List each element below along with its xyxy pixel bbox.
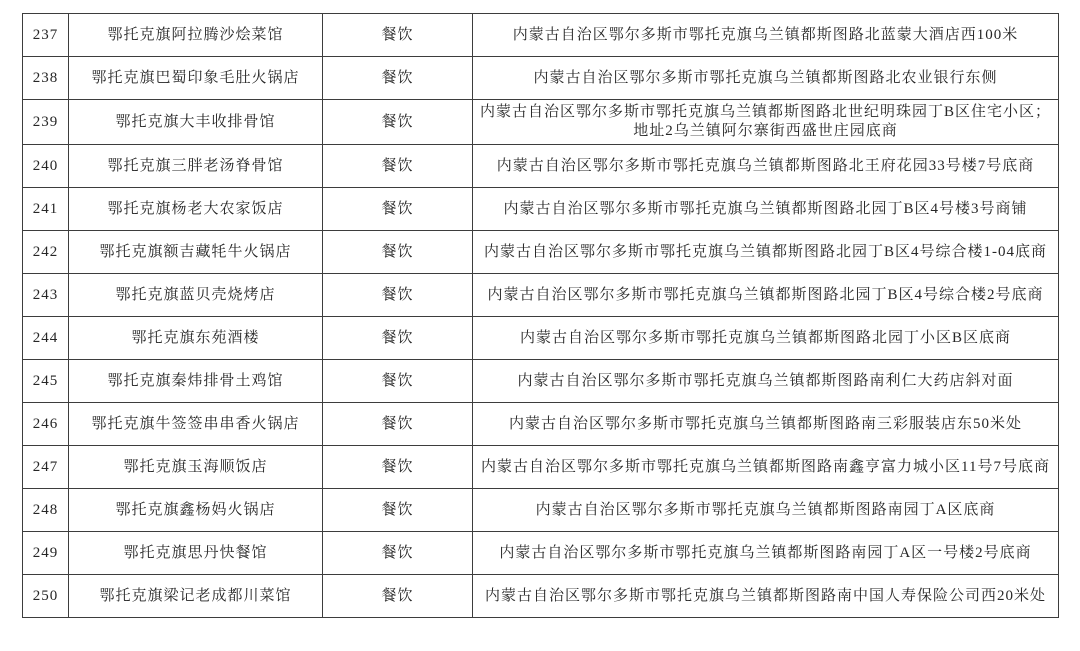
business-name-cell: 鄂托克旗梁记老成都川菜馆 [69, 575, 323, 618]
row-number-cell: 250 [23, 575, 69, 618]
business-name-cell: 鄂托克旗玉海顺饭店 [69, 446, 323, 489]
category-cell: 餐饮 [323, 489, 473, 532]
table-row [23, 274, 1059, 317]
address-cell: 内蒙古自治区鄂尔多斯市鄂托克旗乌兰镇都斯图路南利仁大药店斜对面 [473, 360, 1059, 403]
row-number-cell: 237 [23, 14, 69, 57]
row-number-cell: 245 [23, 360, 69, 403]
address-cell: 内蒙古自治区鄂尔多斯市鄂托克旗乌兰镇都斯图路北世纪明珠园丁B区住宅小区； 地址2乌兰镇阿尔寨街西盛世庄园底商 [473, 100, 1059, 145]
address-cell: 内蒙古自治区鄂尔多斯市鄂托克旗乌兰镇都斯图路北蓝蒙大酒店西100米 [473, 14, 1059, 57]
business-name-cell: 鄂托克旗大丰收排骨馆 [69, 100, 323, 145]
address-cell: 内蒙古自治区鄂尔多斯市鄂托克旗乌兰镇都斯图路北园丁B区4号楼3号商铺 [473, 188, 1059, 231]
business-name-cell: 鄂托克旗杨老大农家饭店 [69, 188, 323, 231]
row-number-cell: 249 [23, 532, 69, 575]
address-cell: 内蒙古自治区鄂尔多斯市鄂托克旗乌兰镇都斯图路北园丁B区4号综合楼2号底商 [473, 274, 1059, 317]
table-body [23, 14, 1059, 618]
row-number-cell: 243 [23, 274, 69, 317]
address-cell: 内蒙古自治区鄂尔多斯市鄂托克旗乌兰镇都斯图路南园丁A区一号楼2号底商 [473, 532, 1059, 575]
row-number-cell: 248 [23, 489, 69, 532]
address-cell: 内蒙古自治区鄂尔多斯市鄂托克旗乌兰镇都斯图路南园丁A区底商 [473, 489, 1059, 532]
table-row [23, 145, 1059, 188]
category-cell: 餐饮 [323, 403, 473, 446]
row-number-cell: 239 [23, 100, 69, 145]
address-cell: 内蒙古自治区鄂尔多斯市鄂托克旗乌兰镇都斯图路南鑫亨富力城小区11号7号底商 [473, 446, 1059, 489]
business-name-cell: 鄂托克旗鑫杨妈火锅店 [69, 489, 323, 532]
address-cell: 内蒙古自治区鄂尔多斯市鄂托克旗乌兰镇都斯图路北王府花园33号楼7号底商 [473, 145, 1059, 188]
table-row [23, 188, 1059, 231]
business-name-cell: 鄂托克旗东苑酒楼 [69, 317, 323, 360]
address-cell: 内蒙古自治区鄂尔多斯市鄂托克旗乌兰镇都斯图路南三彩服装店东50米处 [473, 403, 1059, 446]
category-cell: 餐饮 [323, 145, 473, 188]
row-number-cell: 247 [23, 446, 69, 489]
business-name-cell: 鄂托克旗巴蜀印象毛肚火锅店 [69, 57, 323, 100]
table-row [23, 489, 1059, 532]
address-cell: 内蒙古自治区鄂尔多斯市鄂托克旗乌兰镇都斯图路南中国人寿保险公司西20米处 [473, 575, 1059, 618]
business-name-cell: 鄂托克旗阿拉腾沙烩菜馆 [69, 14, 323, 57]
address-cell: 内蒙古自治区鄂尔多斯市鄂托克旗乌兰镇都斯图路北园丁小区B区底商 [473, 317, 1059, 360]
business-name-cell: 鄂托克旗秦炜排骨土鸡馆 [69, 360, 323, 403]
category-cell: 餐饮 [323, 231, 473, 274]
table-row [23, 57, 1059, 100]
category-cell: 餐饮 [323, 188, 473, 231]
table-row [23, 317, 1059, 360]
table-row [23, 532, 1059, 575]
business-name-cell: 鄂托克旗蓝贝壳烧烤店 [69, 274, 323, 317]
business-list-table [22, 13, 1059, 618]
category-cell: 餐饮 [323, 317, 473, 360]
table-row [23, 231, 1059, 274]
row-number-cell: 242 [23, 231, 69, 274]
category-cell: 餐饮 [323, 14, 473, 57]
business-name-cell: 鄂托克旗思丹快餐馆 [69, 532, 323, 575]
row-number-cell: 244 [23, 317, 69, 360]
category-cell: 餐饮 [323, 274, 473, 317]
category-cell: 餐饮 [323, 57, 473, 100]
table-row [23, 360, 1059, 403]
row-number-cell: 246 [23, 403, 69, 446]
category-cell: 餐饮 [323, 446, 473, 489]
row-number-cell: 241 [23, 188, 69, 231]
category-cell: 餐饮 [323, 532, 473, 575]
table-row [23, 403, 1059, 446]
business-name-cell: 鄂托克旗三胖老汤脊骨馆 [69, 145, 323, 188]
table-row [23, 14, 1059, 57]
row-number-cell: 238 [23, 57, 69, 100]
table-row [23, 446, 1059, 489]
business-name-cell: 鄂托克旗额吉藏牦牛火锅店 [69, 231, 323, 274]
category-cell: 餐饮 [323, 360, 473, 403]
category-cell: 餐饮 [323, 100, 473, 145]
address-cell: 内蒙古自治区鄂尔多斯市鄂托克旗乌兰镇都斯图路北农业银行东侧 [473, 57, 1059, 100]
category-cell: 餐饮 [323, 575, 473, 618]
table-row [23, 100, 1059, 145]
address-cell: 内蒙古自治区鄂尔多斯市鄂托克旗乌兰镇都斯图路北园丁B区4号综合楼1-04底商 [473, 231, 1059, 274]
row-number-cell: 240 [23, 145, 69, 188]
table-row [23, 575, 1059, 618]
business-name-cell: 鄂托克旗牛签签串串香火锅店 [69, 403, 323, 446]
